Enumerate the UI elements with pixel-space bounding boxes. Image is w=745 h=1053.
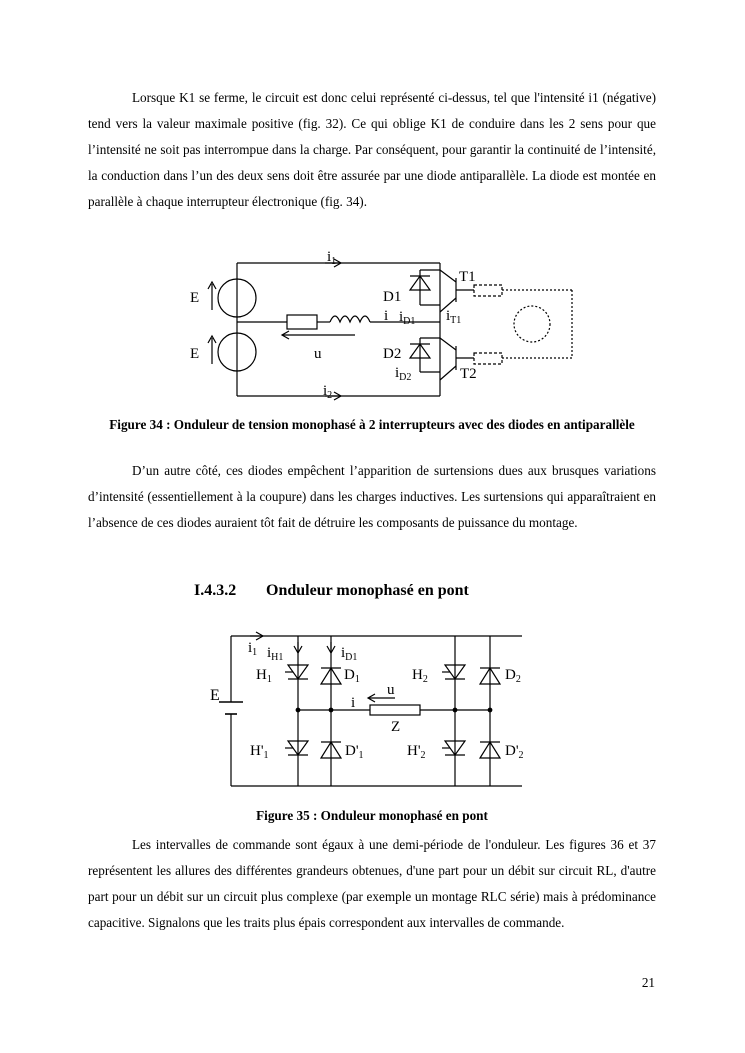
section-number: I.4.3.2 xyxy=(194,582,237,599)
fig35-label-e: E xyxy=(210,687,220,704)
paragraph-3 xyxy=(88,832,656,936)
fig34-label-d1: D1 xyxy=(383,289,402,305)
figure-35-caption: Figure 35 : Onduleur monophasé en pont xyxy=(256,808,488,823)
fig35-label-z: Z xyxy=(391,719,401,735)
fig34-label-t1: T1 xyxy=(459,269,476,285)
page-number: 21 xyxy=(641,975,655,990)
fig35-label-h1: $H_1$ xyxy=(256,667,272,685)
fig34-label-e-bottom: E xyxy=(190,346,200,362)
fig35-label-id1: $i_{D1}$ xyxy=(341,645,358,663)
fig35-label-h2: $H_2$ xyxy=(412,667,428,685)
paragraph-3-text: Les intervalles de commande sont égaux à une demi-période de l'onduleur. Les figures 36 et 37 représentent les allures des différentes grandeurs obtenues, d'une part pour un débit sur circuit RL, d'autre part pour un débit sur un circuit plus complexe (par exemple un montage RLC série) mais à prédominance capacitive. Signalons que les traits plus épais correspondent aux intervalles de commande. xyxy=(88,837,656,930)
fig34-label-d2: D2 xyxy=(383,346,402,362)
fig35-label-ih1: $i_{H1}$ xyxy=(267,645,284,663)
fig34-label-i-load: i xyxy=(384,308,389,324)
fig35-label-d2: $D_2$ xyxy=(505,667,521,685)
paragraph-1-text: Lorsque K1 se ferme, le circuit est donc celui représenté ci-dessus, tel que l'intensité i1 (négative) tend vers la valeur maximale positive (fig. 32). Ce qui oblige K1 de conduire dans les 2 sens pour que l’intensité ne soit pas interrompue dans la charge. Par conséquent, pour garantir la continuité de l’intensité, la conduction dans l’un des deux sens doit être assurée par une diode antiparallèle. La diode est montée en parallèle à chaque interrupteur électronique (fig. 34). xyxy=(88,90,656,209)
fig35-label-dp2: $D'_2$ xyxy=(505,743,524,761)
fig35-label-dp1: $D'_1$ xyxy=(345,743,364,761)
fig34-label-id2: $i_{D2}$ xyxy=(395,365,412,383)
figure-34-caption: Figure 34 : Onduleur de tension monophasé à 2 interrupteurs avec des diodes en antiparallèle xyxy=(109,417,635,432)
fig34-label-it1: $i_{T1}$ xyxy=(446,308,462,326)
fig35-label-hp2: $H'_2$ xyxy=(407,743,426,761)
fig34-label-id1: $i_{D1}$ xyxy=(399,309,416,327)
fig35-label-u: u xyxy=(387,682,395,698)
section-title: Onduleur monophasé en pont xyxy=(266,582,469,599)
fig34-label-e-top: E xyxy=(190,290,200,306)
fig34-label-u: u xyxy=(314,346,322,362)
fig34-label-i2: $i_2$ xyxy=(323,383,333,401)
fig34-label-t2: T2 xyxy=(460,366,477,382)
paragraph-2-text: D’un autre côté, ces diodes empêchent l’apparition de surtensions dues aux brusques variations d’intensité (essentiellement à la coupure) dans les charges inductives. Les surtensions qui apparaîtraient en l’absence de ces diodes auraient tôt fait de détruire les composants de puissance du montage. xyxy=(88,463,656,530)
fig35-label-i1: $i_1$ xyxy=(248,640,258,658)
fig35-label-hp1: $H'_1$ xyxy=(250,743,269,761)
fig34-label-i1: $i_1$ xyxy=(327,249,337,267)
fig35-label-i: i xyxy=(351,695,356,711)
fig35-label-d1: $D_1$ xyxy=(344,667,360,685)
